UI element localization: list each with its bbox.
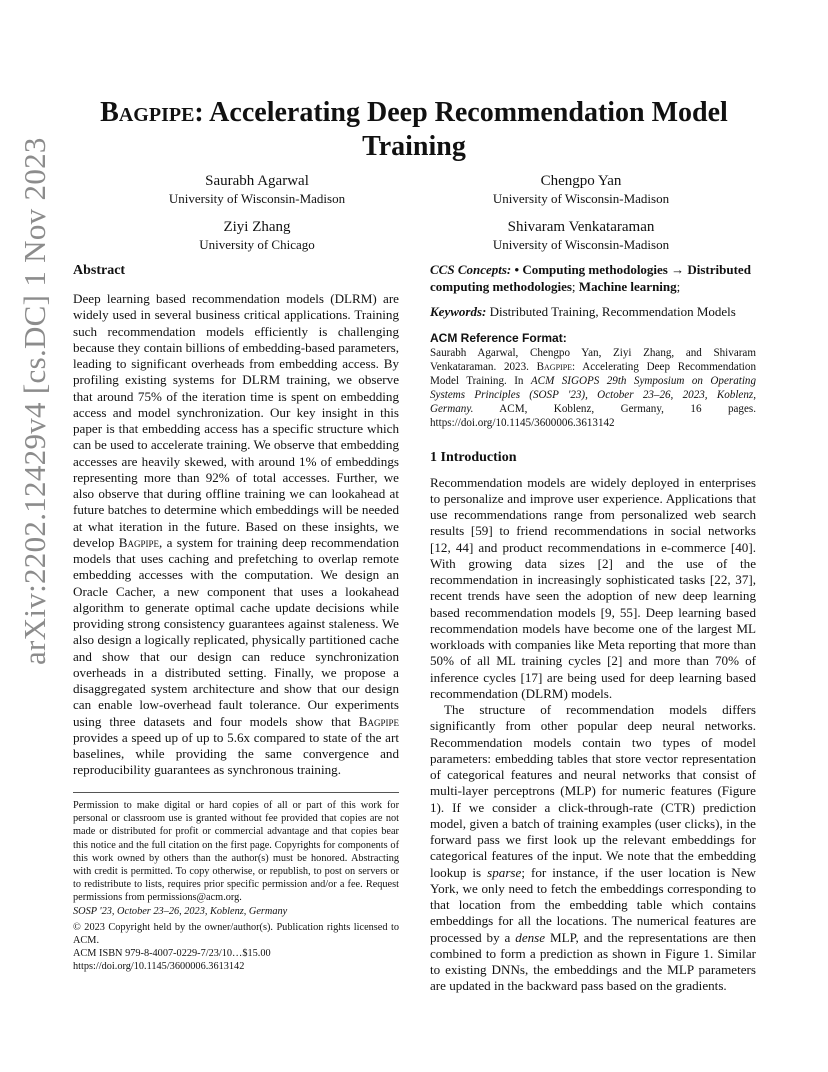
permission-footnote [73,792,399,974]
acm-reference-text [430,346,756,430]
author-name: Saurabh Agarwal [205,173,309,189]
abstract-heading: Abstract [73,263,126,278]
copyright-line: © 2023 Copyright held by the owner/author(s). Publication rights licensed to ACM. [73,921,399,947]
reference-tail: ACM, Koblenz, Germany, 16 pages. https://doi.org/10.1145/3600006.3613142 [430,402,756,429]
intro-text-part: ; for instance, if the user location is New York, we only need to fetch the embeddings corresponding to that location from the embedding table which contains embeddings for all the locations. The numerical features are processed by a [430,864,756,945]
introduction-paragraph-2 [430,702,756,995]
introduction-paragraph-1: Recommendation models are widely deployed in enterprises to personalize and improve user experience. Applications that use recommendations range from personalized web search results [59] to friend recommendations in social networks [12, 44] and product recommendations in e-commerce [40]. With growing data sizes [2] and the use of the recommendation in increasingly sophisticated tasks [22, 37], recent trends have seen the adoption of new deep learning based recommendation models [9, 55]. Deep learning based recommendation models have become one of the largest ML workloads with companies like Meta reporting that more than 50% of all ML training cycles [2] and more than 70% of inference cycles [17] are being used for deep learning based recommendation (DLRM) models. [430,474,756,701]
author-block-3 [107,218,407,254]
reference-title: : Accelerating Deep Recommendation Model Training. In [430,360,756,387]
paper-title [60,96,768,164]
author-block-2 [431,172,731,208]
ccs-arrow: → [667,262,688,277]
author-name: Chengpo Yan [540,173,622,189]
reference-venue: ACM SIGOPS 29th Symposium on Operating Systems Principles (SOSP '23), October 23–26, 2023, Koblenz, Germany. [430,374,756,415]
isbn-line: ACM ISBN 979-8-4007-0229-7/23/10…$15.00 [73,948,271,960]
ccs-end: ; [676,278,681,294]
left-column [73,262,399,779]
abstract-system-name: Bagpipe [118,534,160,550]
keywords-label: Keywords: [430,304,487,319]
abstract-text-part: Deep learning based recommendation models (DLRM) are widely used in several business critical applications. Training such recommendation models efficiently is challenging because they contain billions of embedding-based parameters, leading to significant overheads from embedding access. By profiling existing systems for DLRM training, we observe that around 75% of the iteration time is spent on embedding access and model synchronization. Our key insight in this paper is that embedding access has a specific structure which can be used to accelerate training. We observe that embedding accesses are heavily skewed, with around 1% of embeddings representing more than 92% of total accesses. Further, we also observe that during offline training we can lookahead at future batches to determine which embeddings will be needed at what iteration in the future. Based on these insights, we develop [73,291,399,550]
doi-line[interactable]: https://doi.org/10.1145/3600006.3613142 [73,961,245,973]
author-affiliation: University of Wisconsin-Madison [492,237,670,252]
introduction-heading: 1 Introduction [430,449,517,465]
abstract-text-part: , a system for training deep recommendation models that uses caching and prefetching to overlap remote embedding accesses with the computation. We design an Oracle Cacher, a new component that uses a lookahead algorithm to generate optimal cache update decisions while providing strong consistency guarantees against staleness. We also design a logically replicated, physically partitioned cache and show that our design can reduce synchronization overheads in a distributed setting. Finally, we propose a disaggregated system architecture and show that our design can enable low-overhead fault tolerance. Our experiments using three datasets and four models show that [73,534,399,729]
acm-reference-heading: ACM Reference Format: [430,330,567,345]
intro-text-part: MLP, and the representations are then combined to form a prediction as shown in Figure 1. Similar to existing DNNs, the embeddings and the MLP parameters are updated in the backward pass based on the gradients. [430,929,756,994]
author-affiliation: University of Chicago [199,237,315,252]
ccs-label: CCS Concepts: [430,262,512,277]
author-name: Shivaram Venkataraman [507,219,655,235]
ccs-separator: ; [571,278,579,294]
abstract-text-part: provides a speed up of up to 5.6x compared to state of the art baselines, while providing the same convergence and reproducibility guarantees as synchronous training. [73,729,399,778]
author-name: Ziyi Zhang [223,219,291,235]
reference-authors: Saurabh Agarwal, Chengpo Yan, Ziyi Zhang, and Shivaram Venkataraman. 2023. [430,346,756,373]
author-affiliation: University of Wisconsin-Madison [492,191,670,206]
acm-reference-block [430,331,756,430]
right-column [430,262,756,995]
keywords [430,304,756,321]
author-block-4 [431,218,731,254]
reference-system-name: Bagpipe [536,360,573,373]
venue-line [73,905,399,918]
intro-emphasis: dense [515,929,546,945]
title-rest: : Accelerating Deep Recommendation Model Training [194,97,728,162]
intro-emphasis: sparse [487,864,522,880]
ccs-concept: Computing methodologies [522,262,668,277]
title-system-name: Bagpipe [100,97,195,128]
ccs-concept: Machine learning [578,278,677,294]
author-affiliation: University of Wisconsin-Madison [168,191,346,206]
ccs-concepts [430,262,756,295]
abstract-text [73,291,399,779]
author-block-1 [107,172,407,208]
abstract-system-name: Bagpipe [358,713,399,729]
intro-text-part: The structure of recommendation models differs significantly from other popular deep neural networks. Recommendation models contain two types of model parameters: embedding tables that store vector representation of categorical features and neural networks that consist of multi-layer perceptrons (MLP) for numeric features (Figure 1). If we consider a click-through-rate (CTR) prediction model, given a batch of training examples (user clicks), in the forward pass we first look up the relevant embeddings for categorical features of the input. We note that the embedding lookup is [430,702,756,880]
ccs-concept: Distributed computing methodologies [430,262,751,294]
arxiv-identifier-stamp: arXiv:2202.12429v4 [cs.DC] 1 Nov 2023 [17,137,52,665]
venue-text: SOSP '23, October 23–26, 2023, Koblenz, Germany [73,905,288,917]
keywords-text: Distributed Training, Recommendation Models [486,304,736,319]
permission-text: Permission to make digital or hard copies of all or part of this work for personal or classroom use is granted without fee provided that copies are not made or distributed for profit or commercial advantage and that copies bear this notice and the full citation on the first page. Copyrights for components of this work owned by others than the author(s) must be honored. Abstracting with credit is permitted. To copy otherwise, or republish, to post on servers or to redistribute to lists, requires prior specific permission and/or a fee. Request permissions from permissions@acm.org. [73,800,399,904]
ccs-bullet: • [511,262,523,277]
